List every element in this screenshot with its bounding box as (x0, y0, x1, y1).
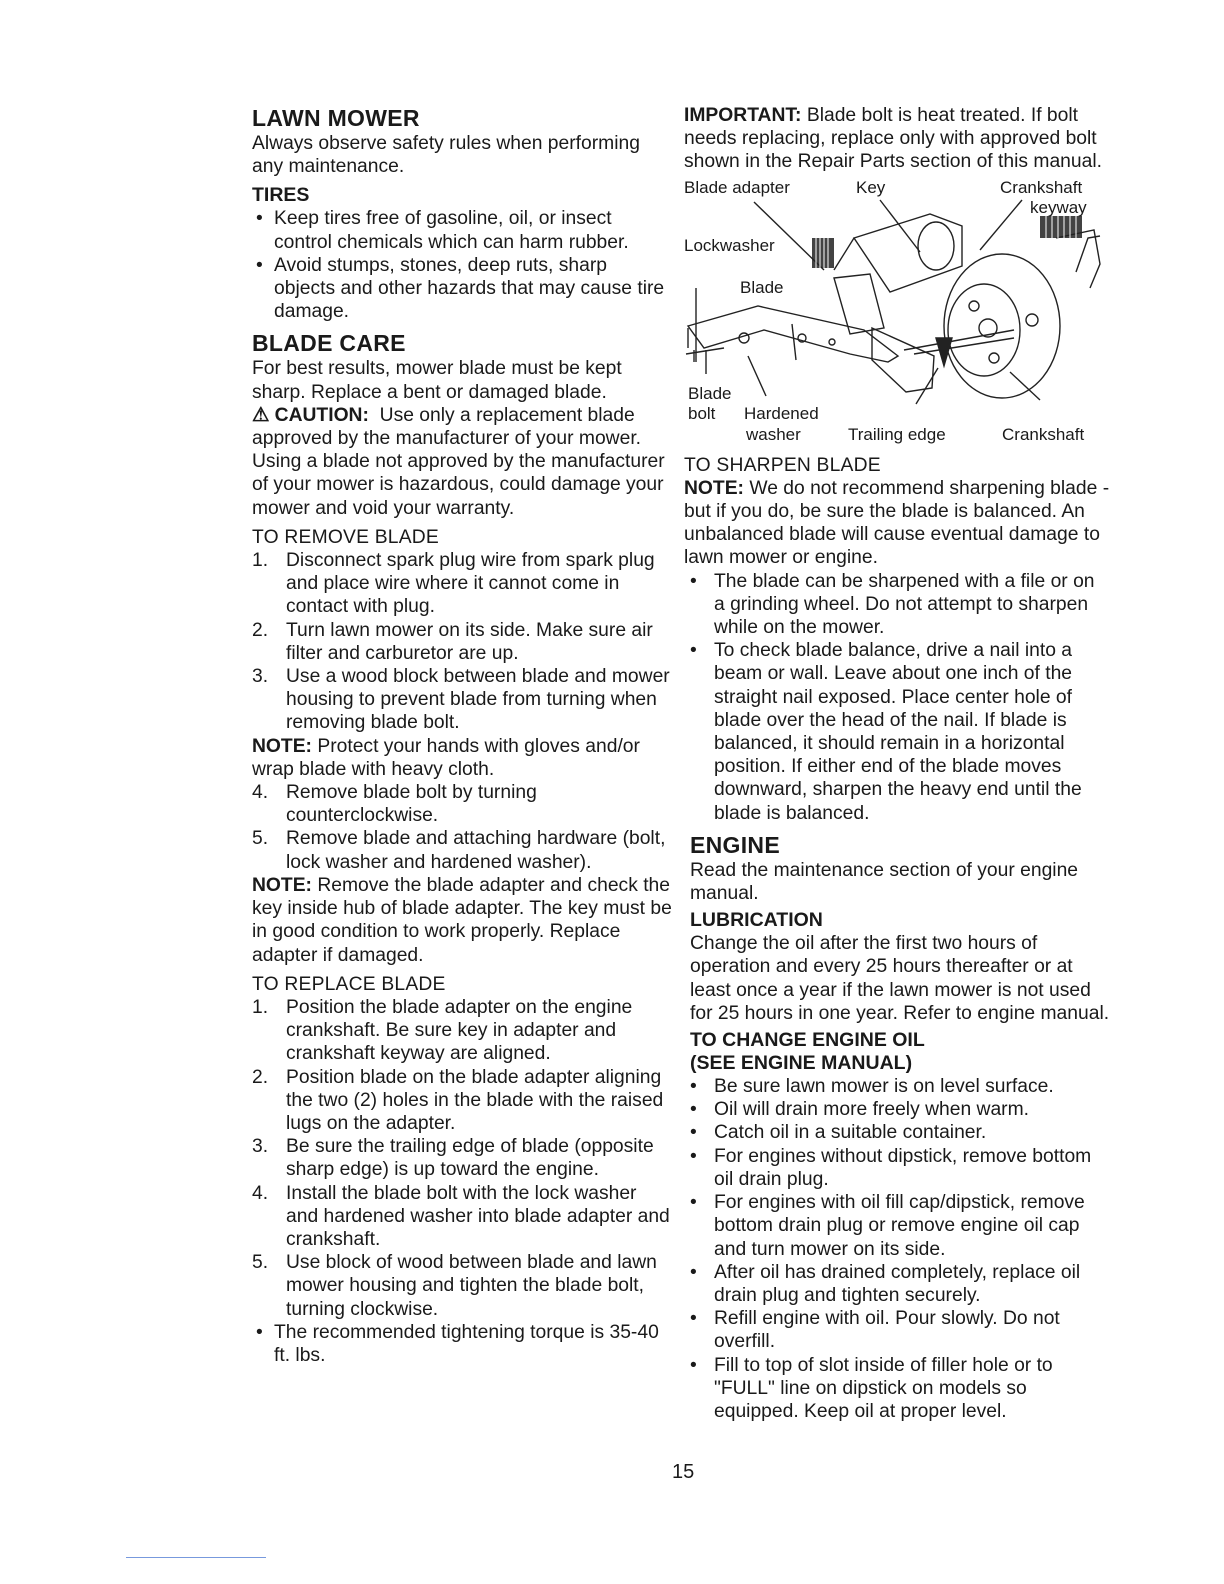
list-item (684, 570, 1110, 640)
list-item (252, 1321, 672, 1367)
label-blade: Blade (740, 277, 784, 297)
replace-step-2: Position blade on the blade adapter aligning the two (2) holes in the blade with the raised lugs on the adapter. (286, 1066, 664, 1134)
remove-step-1: Disconnect spark plug wire from spark plug and place wire where it cannot come in contact with plug. (286, 550, 655, 618)
label-crankshaft-keyway-1: Crankshaft (1000, 177, 1083, 197)
oil-bullet-1: Be sure lawn mower is on level surface. (714, 1076, 1054, 1098)
list-item (252, 1251, 672, 1321)
note-text: We do not recommend sharpening blade - but if you do, be sure the blade is balanced. An unbalanced blade will cause eventual damage to lawn mower or engine. (684, 477, 1110, 569)
blade-care-intro: For best results, mower blade must be kept sharp. Replace a bent or damaged blade. (252, 358, 622, 403)
bullet-dot-icon: • (690, 1261, 697, 1283)
bullet-dot-icon: • (690, 1145, 697, 1167)
bullet-dot-icon: • (690, 640, 697, 662)
list-item (684, 1261, 1110, 1307)
step-number: 4. (252, 782, 269, 804)
step-number: 2. (252, 1066, 269, 1088)
bullet-dot-icon: • (690, 1354, 697, 1376)
left-column (252, 104, 672, 1367)
lubrication-text: Change the oil after the first two hours of operation and every 25 hours thereafter or at least once a year if the lawn mower is not used for 25 hours in one year. Refer to engine manual. (690, 933, 1110, 1024)
replace-step-3: Be sure the trailing edge of blade (opposite sharp edge) is up toward the engine. (286, 1136, 654, 1181)
heading-remove-blade: TO REMOVE BLADE (252, 526, 439, 548)
bullet-dot-icon: • (256, 1321, 263, 1343)
note-label: NOTE: (252, 735, 312, 757)
important-label: IMPORTANT: (684, 105, 802, 126)
caution-label: CAUTION: (274, 404, 369, 426)
remove-step-2: Turn lawn mower on its side. Make sure air filter and carburetor are up. (286, 619, 653, 664)
sharpen-note (684, 477, 1110, 570)
step-number: 3. (252, 1136, 269, 1158)
step-number: 1. (252, 550, 269, 572)
oil-bullet-4: For engines without dipstick, remove bottom oil drain plug. (714, 1145, 1092, 1190)
list-item (684, 1191, 1110, 1261)
remove-step-3: Use a wood block between blade and mower housing to prevent blade from turning when removing blade bolt. (286, 666, 670, 734)
label-blade-bolt-2: bolt (688, 403, 716, 423)
note-label: NOTE: (684, 477, 744, 499)
important-text: Blade bolt is heat treated. If bolt needs replacing, replace only with approved bolt shown in the Repair Parts section of this manual. (684, 105, 1102, 173)
replace-step-4: Install the blade bolt with the lock washer and hardened washer into blade adapter and crankshaft. (286, 1182, 670, 1250)
step-number: 4. (252, 1182, 269, 1204)
note-text: Remove the blade adapter and check the key inside hub of blade adapter. The key must be in good condition to work properly. Replace adapter if damaged. (252, 874, 672, 966)
heading-lawn-mower: LAWN MOWER (252, 105, 420, 131)
step-number: 5. (252, 1252, 269, 1274)
step-number: 3. (252, 666, 269, 688)
list-item (252, 1135, 672, 1181)
list-item (684, 1307, 1110, 1353)
bullet-dot-icon: • (690, 570, 697, 592)
label-crankshaft: Crankshaft (1002, 424, 1085, 444)
heading-engine: ENGINE (690, 831, 780, 858)
list-item (252, 1182, 672, 1252)
heading-sharpen-blade: TO SHARPEN BLADE (684, 454, 881, 476)
oil-bullet-5: For engines with oil fill cap/dipstick, remove bottom drain plug or remove engine oil cap and turn mower on its side. (714, 1192, 1085, 1260)
list-item (684, 1098, 1110, 1121)
bullet-dot-icon: • (690, 1076, 697, 1098)
note-label: NOTE: (252, 874, 312, 896)
tires-bullet-1: Keep tires free of gasoline, oil, or insect control chemicals which can harm rubber. (274, 208, 629, 253)
bullet-dot-icon: • (690, 1192, 697, 1214)
tires-bullet-2: Avoid stumps, stones, deep ruts, sharp objects and other hazards that may cause tire damage. (274, 254, 665, 323)
footer-divider (126, 1557, 266, 1558)
list-item (252, 665, 672, 735)
replace-step-5: Use block of wood between blade and lawn mower housing and tighten the blade bolt, turning clockwise. (286, 1252, 657, 1320)
page-number: 15 (672, 1461, 695, 1483)
remove-note-1 (252, 735, 672, 781)
warning-triangle-icon: ⚠ (252, 404, 270, 426)
list-item (252, 207, 672, 253)
heading-lubrication: LUBRICATION (690, 909, 823, 932)
label-blade-bolt-1: Blade (688, 383, 732, 403)
list-item (684, 1121, 1110, 1144)
important-paragraph (684, 104, 1110, 174)
label-trailing-edge: Trailing edge (848, 424, 946, 444)
label-hardened-washer-2: washer (746, 424, 801, 444)
step-number: 1. (252, 996, 269, 1018)
bullet-dot-icon: • (690, 1122, 697, 1144)
list-item (252, 827, 672, 873)
list-item (252, 996, 672, 1066)
step-number: 2. (252, 619, 269, 641)
label-lockwasher: Lockwasher (684, 235, 775, 255)
list-item (684, 1075, 1110, 1098)
heading-blade-care: BLADE CARE (252, 330, 406, 357)
step-number: 5. (252, 828, 269, 850)
label-hardened-washer-1: Hardened (744, 403, 819, 423)
label-blade-adapter: Blade adapter (684, 177, 790, 197)
list-item (252, 619, 672, 665)
oil-bullet-6: After oil has drained completely, replace oil drain plug and tighten securely. (714, 1261, 1081, 1306)
remove-step-4: Remove blade bolt by turning counterclockwise. (286, 782, 537, 827)
replace-step-1: Position the blade adapter on the engine crankshaft. Be sure key in adapter and crankshaft keyway are aligned. (286, 996, 633, 1065)
heading-change-oil-1: TO CHANGE ENGINE OIL (690, 1029, 925, 1052)
list-item (252, 781, 672, 827)
heading-replace-blade: TO REPLACE BLADE (252, 973, 446, 995)
sharpen-bullet-1: The blade can be sharpened with a file or on a grinding wheel. Do not attempt to sharpen while on the mower. (714, 570, 1095, 639)
oil-bullet-8: Fill to top of slot inside of filler hole or to "FULL" line on dipstick on models so equipped. Keep oil at proper level. (714, 1354, 1053, 1422)
list-item (252, 254, 672, 324)
heading-change-oil-2: (SEE ENGINE MANUAL) (690, 1052, 913, 1075)
blade-assembly-diagram (684, 178, 1110, 448)
sharpen-bullet-2: To check blade balance, drive a nail into a beam or wall. Leave about one inch of the straight nail exposed. Place center hole of blade over the head of the nail. If blade is balanced, it should remain in a horizontal position. If either end of the blade moves downward, sharpen the heavy end until the blade is balanced. (714, 640, 1082, 824)
remove-step-5: Remove blade and attaching hardware (bolt, lock washer and hardened washer). (286, 828, 666, 873)
heading-tires: TIRES (252, 184, 310, 207)
list-item (252, 1066, 672, 1136)
bullet-dot-icon: • (690, 1308, 697, 1330)
note-text: Protect your hands with gloves and/or wrap blade with heavy cloth. (252, 735, 640, 780)
lawn-mower-intro: Always observe safety rules when performing any maintenance. (252, 133, 640, 178)
oil-bullet-2: Oil will drain more freely when warm. (714, 1099, 1030, 1121)
caution-paragraph (252, 404, 672, 520)
torque-bullet: The recommended tightening torque is 35-40 ft. lbs. (274, 1321, 659, 1366)
bullet-dot-icon: • (690, 1099, 697, 1121)
list-item (684, 1354, 1110, 1424)
list-item (684, 1145, 1110, 1191)
label-key: Key (856, 177, 886, 197)
remove-note-2 (252, 874, 672, 967)
right-column (684, 104, 1110, 1423)
list-item (252, 549, 672, 619)
list-item (684, 639, 1110, 825)
oil-bullet-7: Refill engine with oil. Pour slowly. Do not overfill. (714, 1308, 1060, 1353)
oil-bullet-3: Catch oil in a suitable container. (714, 1122, 987, 1144)
bullet-dot-icon: • (256, 254, 263, 276)
caution-text: Use only a replacement blade approved by the manufacturer of your mower. Using a blade not approved by the manufacturer of your mower is hazardous, could damage your mower and void your warranty. (252, 404, 665, 519)
label-crankshaft-keyway-2: keyway (1030, 197, 1087, 217)
bullet-dot-icon: • (256, 208, 263, 230)
engine-intro: Read the maintenance section of your engine manual. (690, 859, 1079, 905)
